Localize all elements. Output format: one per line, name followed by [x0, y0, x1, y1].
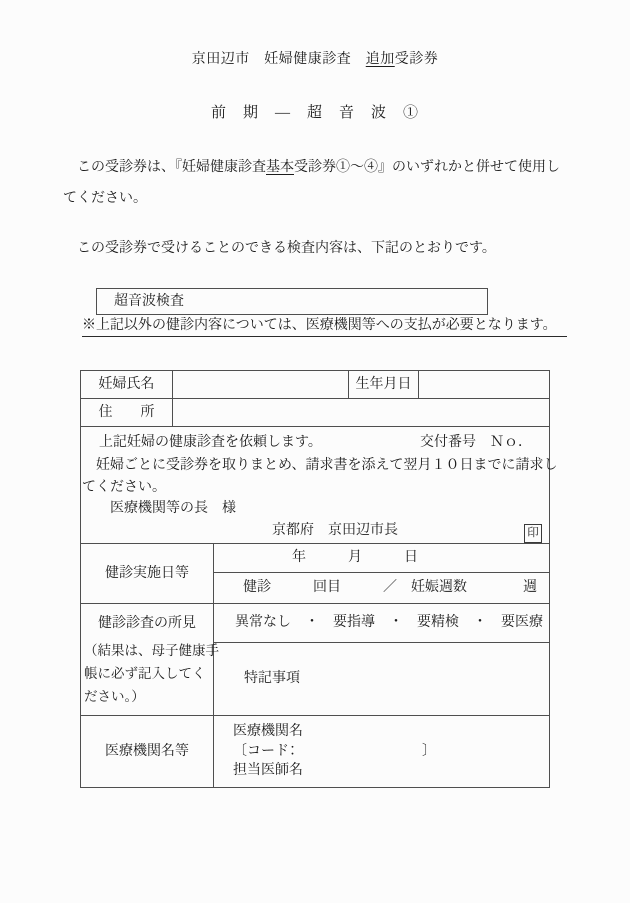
row-name-birthdate: [81, 371, 549, 399]
pregnant-name-label-cell: 妊婦氏名: [81, 371, 173, 398]
usage-note-underlined: 基本: [266, 160, 294, 175]
addressee-line: 医療機関等の長 様: [110, 501, 236, 516]
official-seal-box: 印: [524, 524, 542, 543]
exam-content-intro: この受診券で受けることのできる検査内容は、下記のとおりです。: [63, 241, 496, 256]
institution-label-cell: 医療機関名等: [81, 716, 214, 787]
pregnant-name-value-cell: [173, 371, 349, 398]
findings-options: 異常なし ・ 要指導 ・ 要精検 ・ 要医療: [214, 604, 549, 643]
institution-name-line: 医療機関名: [233, 724, 303, 740]
voucher-form-table: [80, 370, 558, 788]
findings-label-cell: [81, 604, 219, 715]
payment-required-note: ※上記以外の健診内容については、医療機関等への支払が必要となります。: [82, 319, 567, 337]
address-label-cell: 住 所: [81, 399, 173, 426]
title-underlined-text: 追加: [365, 52, 395, 67]
doctor-name-line: 担当医師名: [233, 763, 303, 779]
row-address: [81, 399, 549, 427]
findings-note-line1: （結果は、母子健康手: [84, 643, 219, 658]
findings-label: 健診診査の所見: [98, 616, 196, 631]
address-value-cell: [173, 399, 549, 426]
document-title: [0, 53, 630, 67]
findings-content: [214, 604, 549, 715]
usage-note-post: 受診券①～④』のいずれかと併せて使用し: [294, 160, 560, 175]
title-text: 京田辺市 妊婦健康診査: [191, 52, 366, 67]
row-request-statement: [81, 427, 558, 544]
request-line1: 上記妊婦の健康診査を依頼します。: [85, 435, 322, 450]
institution-content: [214, 716, 549, 787]
row-exam-date: [81, 544, 549, 604]
mayor-signature-line: 京都府 京田辺市長: [272, 523, 398, 538]
exam-date-label-cell: 健診実施日等: [81, 544, 214, 603]
request-line2: 妊婦ごとに受診券を取りまとめ、請求書を添えて翌月１０日までに請求し: [82, 458, 558, 473]
exam-date-content: [214, 544, 549, 603]
usage-note-pre: この受診券は、『妊婦健康診査: [63, 160, 266, 175]
title-suffix-text: 受診券: [394, 52, 439, 67]
row-institution: [81, 716, 549, 787]
birthdate-label-cell: 生年月日: [349, 371, 419, 398]
document-subtitle: 前 期 ― 超 音 波 ①: [210, 105, 419, 121]
special-remarks-cell: 特記事項: [244, 671, 300, 686]
exam-name-label: 超音波検査: [114, 293, 184, 309]
findings-note-line2: 帳に必ず記入してく: [84, 666, 206, 681]
exam-count-fields: 健診 回目 ／ 妊娠週数 週: [243, 580, 537, 595]
usage-note-line2: てください。: [63, 191, 147, 206]
usage-note-line1: [63, 161, 560, 175]
row-findings: [81, 604, 549, 716]
request-line3: てください。: [82, 480, 166, 495]
institution-code-line: 〔コード： 〕: [233, 743, 436, 759]
findings-note-line3: ださい。）: [84, 689, 145, 704]
birthdate-value-cell: [419, 371, 549, 398]
exam-date-fields: 年 月 日: [214, 544, 549, 573]
exam-name-box: [96, 288, 488, 315]
issue-number-label: 交付番号 Ｎｏ．: [420, 435, 532, 450]
